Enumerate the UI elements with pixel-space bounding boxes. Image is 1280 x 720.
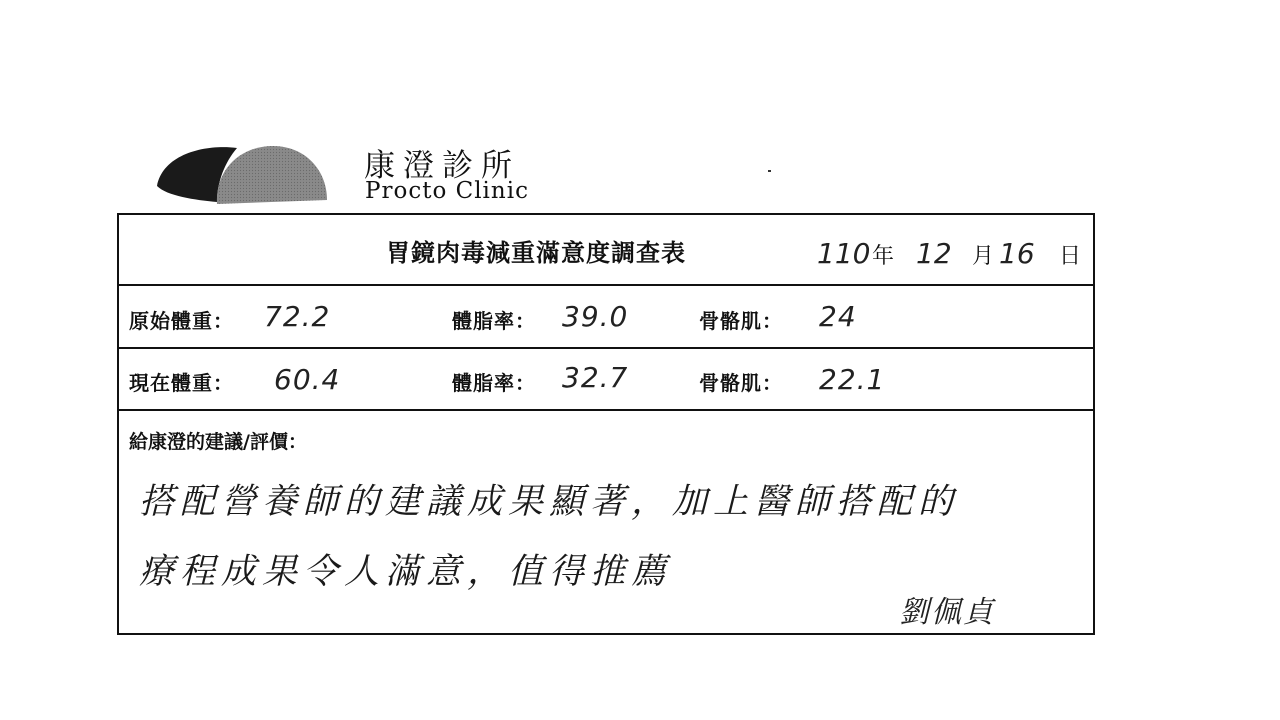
form-header-row bbox=[119, 215, 1093, 286]
date-day: 16 bbox=[999, 237, 1035, 270]
current-weight-label: 現在體重： bbox=[129, 371, 234, 395]
scan-speck bbox=[768, 170, 771, 172]
clinic-logo bbox=[155, 142, 330, 208]
original-fat-value: 39.0 bbox=[562, 300, 629, 333]
original-fat-label: 體脂率： bbox=[452, 309, 536, 333]
date-month: 12 bbox=[916, 237, 952, 270]
date-day-unit: 日 bbox=[1059, 244, 1082, 269]
form-title: 胃鏡肉毒減重滿意度調查表 bbox=[386, 239, 686, 267]
clinic-name-en: Procto Clinic bbox=[365, 178, 529, 204]
survey-form bbox=[117, 213, 1095, 635]
comment-line-2: 療程成果令人滿意，值得推薦 bbox=[139, 552, 673, 592]
signature: 劉佩貞 bbox=[899, 595, 995, 630]
original-muscle-value: 24 bbox=[819, 300, 857, 333]
comment-text bbox=[139, 467, 1089, 607]
current-fat-label: 體脂率： bbox=[452, 371, 536, 395]
current-fat-value: 32.7 bbox=[562, 361, 629, 394]
current-muscle-label: 骨骼肌： bbox=[699, 371, 783, 395]
original-muscle-label: 骨骼肌： bbox=[699, 309, 783, 333]
current-muscle-value: 22.1 bbox=[819, 363, 886, 396]
date-year: 110 bbox=[817, 237, 871, 270]
original-weight-label: 原始體重： bbox=[129, 309, 234, 333]
current-measurements-row bbox=[119, 349, 1093, 411]
date-month-unit: 月 bbox=[972, 244, 995, 269]
clinic-name-zh: 康澄診所 bbox=[364, 148, 520, 184]
original-measurements-row bbox=[119, 286, 1093, 349]
comment-line-1: 搭配營養師的建議成果顯著，加上醫師搭配的 bbox=[139, 482, 960, 522]
original-weight-value: 72.2 bbox=[264, 300, 331, 333]
current-weight-value: 60.4 bbox=[274, 363, 341, 396]
comment-label: 給康澄的建議/評價： bbox=[129, 431, 307, 453]
date-year-unit: 年 bbox=[872, 244, 895, 269]
